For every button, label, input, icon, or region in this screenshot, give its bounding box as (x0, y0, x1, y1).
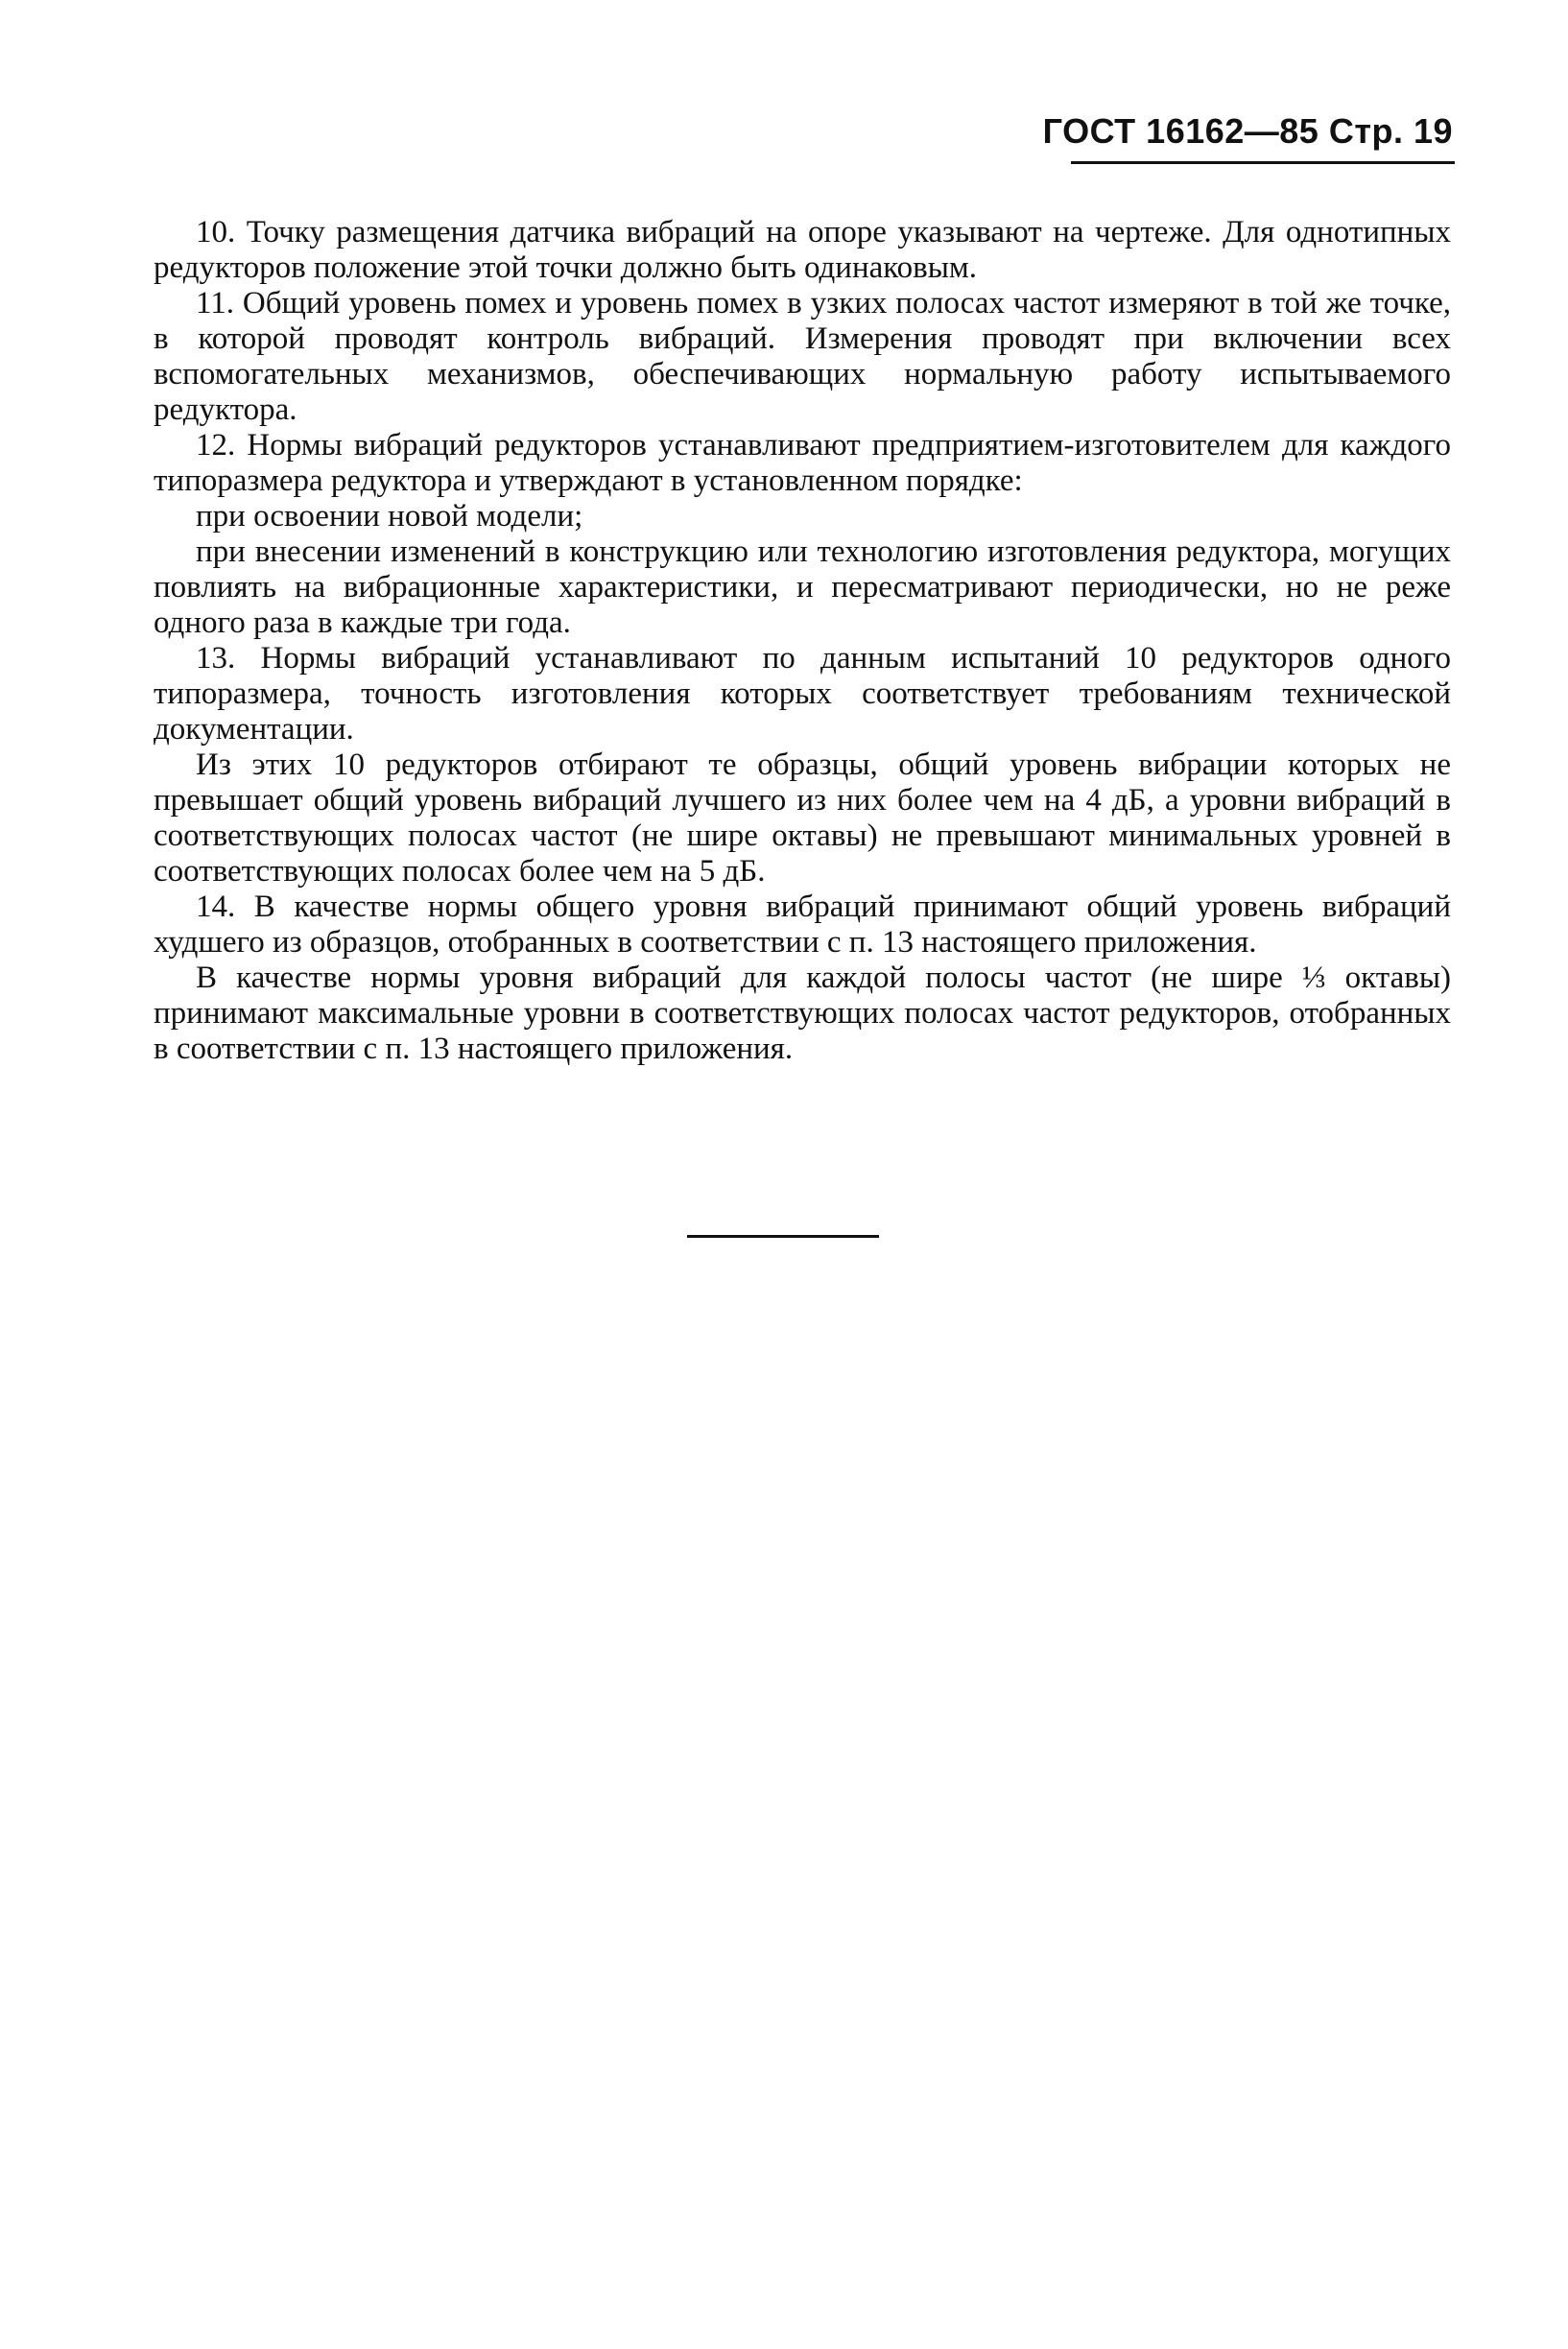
page-header: ГОСТ 16162—85 Стр. 19 (1042, 111, 1453, 151)
document-body (154, 215, 1451, 1067)
paragraph-item-12-case-2: при внесении изменений в конструкцию или технологию изготовления редуктора, могущих повлиять на вибрационные характеристики, и пересматривают периодически, но не реже одного раза в каждые три года. (154, 534, 1451, 640)
header-rule (1071, 161, 1455, 164)
paragraph-item-13: 13. Нормы вибраций устанавливают по данным испытаний 10 редукторов одного типоразмера, точность изготовления которых соответствует требованиям технической документации. (154, 641, 1451, 747)
paragraph-item-10: 10. Точку размещения датчика вибраций на опоре указывают на чертеже. Для однотипных редукторов положение этой точки должно быть одинаковым. (154, 215, 1451, 285)
paragraph-item-11: 11. Общий уровень помех и уровень помех в узких полосах частот измеряют в той же точке, в которой проводят контроль вибраций. Измерения проводят при включении всех вспомогательных механизмов, обеспечивающих нормальную работу испытываемого редуктора. (154, 286, 1451, 427)
paragraph-item-12-case-1: при освоении новой модели; (196, 499, 583, 534)
paragraph-item-13-selection: Из этих 10 редукторов отбирают те образцы, общий уровень вибрации которых не превышает общий уровень вибраций лучшего из них более чем на 4 дБ, а уровни вибраций в соответствующих полосах частот (не шире октавы) не превышают минимальных уровней в соответствующих полосах более чем на 5 дБ. (154, 747, 1451, 889)
end-divider (687, 1235, 879, 1238)
paragraph-item-14: 14. В качестве нормы общего уровня вибраций принимают общий уровень вибраций худшего из образцов, отобранных в соответствии с п. 13 настоящего приложения. (154, 890, 1451, 960)
paragraph-item-12: 12. Нормы вибраций редукторов устанавливают предприятием-изготовителем для каждого типоразмера редуктора и утверждают в установленном порядке: (154, 428, 1451, 498)
paragraph-item-14-bands: В качестве нормы уровня вибраций для каждой полосы частот (не шире ⅓ октавы) принимают максимальные уровни в соответствующих полосах частот редукторов, отобранных в соответствии с п. 13 настоящего приложения. (154, 961, 1451, 1066)
